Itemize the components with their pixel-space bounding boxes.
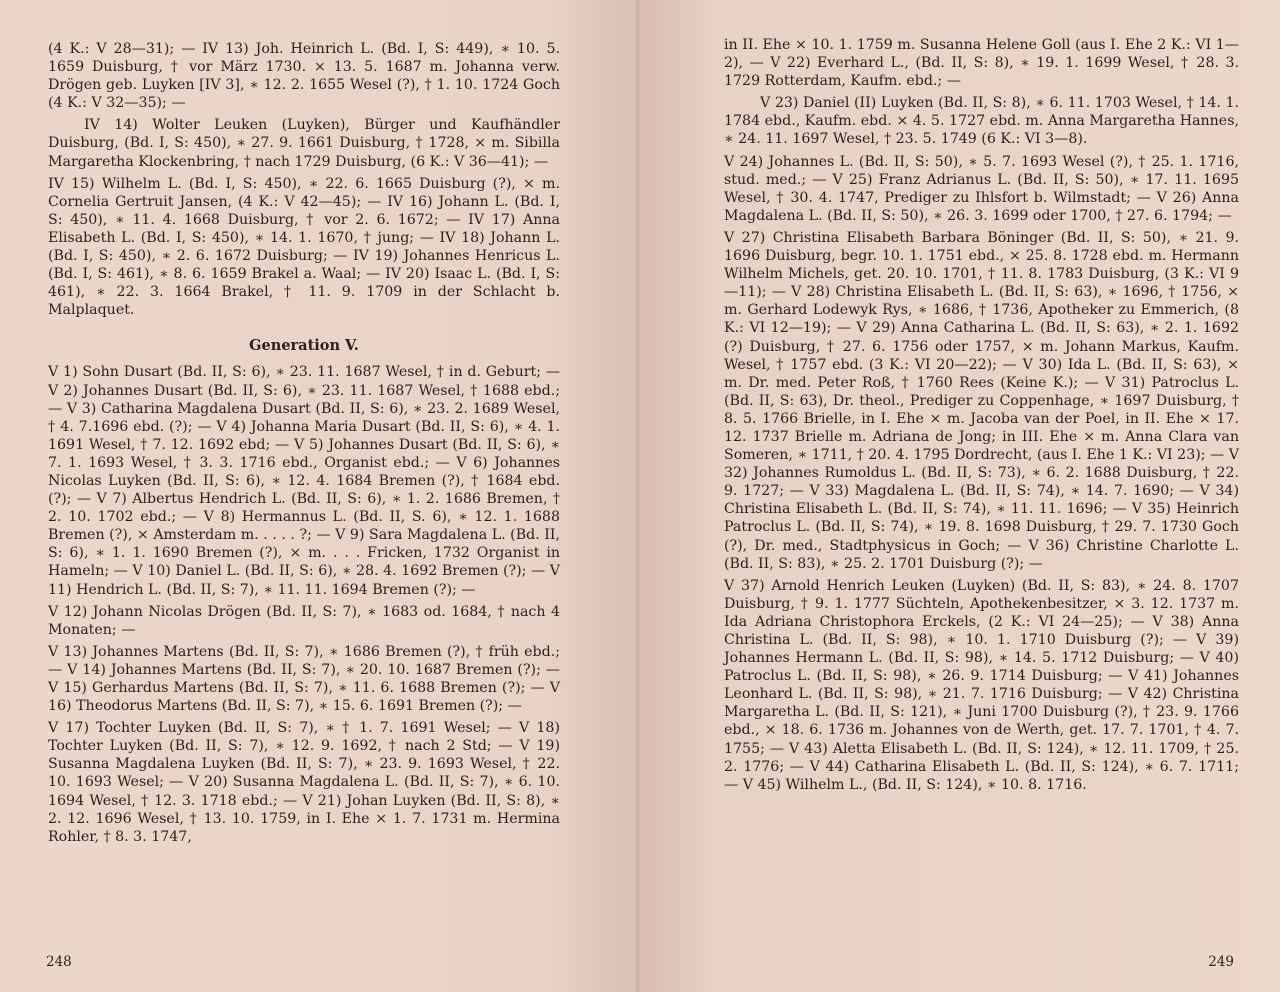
paragraph: V 13) Johannes Martens (Bd. II, S: 7), ∗ 1686 Bremen (?), † früh ebd.; — V 14) Johannes Martens (Bd. II, S: 7), ∗ 20. 10. 1687 Bremen (?); — V 15) Gerhardus Martens (Bd. II, S: 7), ∗ 11. 6. 1688 Bremen (?); — V 16) Theodorus Martens (Bd. II, S: 7), ∗ 15. 6. 1691 Bremen (?); — [48, 643, 560, 715]
paragraph: IV 15) Wilhelm L. (Bd. I, S: 450), ∗ 22. 6. 1665 Duisburg (?), × m. Cornelia Gertruit Jansen, (4 K.: V 42—45); — IV 16) Johann L. (Bd. I, S: 450), ∗ 11. 4. 1668 Duisburg, † vor 2. 6. 1672; — IV 17) Anna Elisabeth L. (Bd. I, S: 450), ∗ 14. 1. 1670, † jung; — IV 18) Johann L. (Bd. I, S: 450), ∗ 2. 6. 1672 Duisburg; — IV 19) Johannes Henricus L. (Bd. I, S: 461), ∗ 8. 6. 1659 Brakel a. Waal; — IV 20) Isaac L. (Bd. I, S: 461), ∗ 22. 3. 1664 Brakel, † 11. 9. 1709 in der Schlacht b. Malplaquet. [48, 175, 560, 319]
right-text-column [724, 36, 1239, 798]
paragraph: IV 14) Wolter Leuken (Luyken), Bürger und Kaufhändler Duisburg, (Bd. I, S: 450), ∗ 27. 9. 1661 Duisburg, † 1728, × m. Sibilla Margaretha Klockenbring, † nach 1729 Duisburg, (6 K.: V 36—41); — [48, 117, 560, 170]
right-page [640, 0, 1280, 992]
paragraph: V 27) Christina Elisabeth Barbara Böninger (Bd. II, S: 50), ∗ 21. 9. 1696 Duisburg, begr. 10. 1. 1751 ebd., × 25. 8. 1728 ebd. m. Hermann Wilhelm Michels, get. 20. 10. 1701, † 11. 8. 1783 Duisburg, (3 K.: VI 9—11); — V 28) Christina Elisabeth L. (Bd. II, S: 63), ∗ 1696, † 1756, × m. Gerhard Lodewyk Rys, ∗ 1686, † 1736, Apotheker zu Emmerich, (8 K.: VI 12—19); — V 29) Anna Catharina L. (Bd. II, S: 63), ∗ 2. 1. 1692 (?) Duisburg, † 27. 6. 1756 oder 1757, × m. Johann Markus, Kaufm. Wesel, † 1757 ebd. (3 K.: VI 20—22); — V 30) Ida L. (Bd. II, S: 63), × m. Dr. med. Peter Roß, † 1760 Rees (Keine K.); — V 31) Patroclus L. (Bd. II, S: 63), Dr. theol., Prediger zu Coppenhage, ∗ 1697 Duisburg, † 8. 5. 1766 Brielle, in I. Ehe × m. Jacoba van der Poel, in II. Ehe × 17. 12. 1737 Brielle m. Adriana de Jong; in III. Ehe × m. Anna Clara van Someren, ∗ 1711, † 20. 4. 1795 Dordrecht, (aus I. Ehe 1 K.: VI 23); — V 32) Johannes Rumoldus L. (Bd. II, S: 73), ∗ 6. 2. 1688 Duisburg, † 22. 9. 1727; — V 33) Magdalena L. (Bd. II, S: 74), ∗ 14. 7. 1690; — V 34) Christina Elisabeth L. (Bd. II, S: 74), ∗ 11. 11. 1696; — V 35) Heinrich Patroclus L. (Bd. II, S: 74), ∗ 19. 8. 1698 Duisburg, † 29. 7. 1730 Goch (?), Dr. med., Stadtphysicus in Goch; — V 36) Christine Charlotte L. (Bd. II, S: 83), ∗ 25. 2. 1701 Duisburg (?); — [724, 229, 1239, 572]
section-heading: Generation V. [249, 337, 359, 355]
paragraph: V 37) Arnold Henrich Leuken (Luyken) (Bd. II, S: 83), ∗ 24. 8. 1707 Duisburg, † 9. 1. 1777 Süchteln, Apothekenbesitzer, × 3. 12. 1737 m. Ida Adriana Christophora Erckels, (2 K.: VI 24—25); — V 38) Anna Christina L. (Bd. II, S: 98), ∗ 10. 1. 1710 Duisburg (?); — V 39) Johannes Hermann L. (Bd. II, S: 98), ∗ 14. 5. 1712 Duisburg; — V 40) Patroclus L. (Bd. II, S: 98), ∗ 26. 9. 1714 Duisburg; — V 41) Johannes Leonhard L. (Bd. II, S: 98), ∗ 21. 7. 1716 Duisburg; — V 42) Christina Margaretha L. (Bd. II, S: 121), ∗ Juni 1700 Duisburg (?), † 23. 9. 1766 ebd., × 18. 6. 1736 m. Johannes von de Werth, get. 17. 7. 1701, † 4. 7. 1755; — V 43) Aletta Elisabeth L. (Bd. II, S: 124), ∗ 12. 11. 1709, † 25. 2. 1776; — V 44) Catharina Elisabeth L. (Bd. II, S: 124), ∗ 6. 7. 1711; — V 45) Wilhelm L., (Bd. II, S: 124), ∗ 10. 8. 1716. [724, 577, 1239, 793]
paragraph: V 23) Daniel (II) Luyken (Bd. II, S: 8), ∗ 6. 11. 1703 Wesel, † 14. 1. 1784 ebd., Kaufm. ebd. × 4. 5. 1727 ebd. m. Anna Margaretha Hannes, ∗ 24. 11. 1697 Wesel, † 23. 5. 1749 (6 K.: VI 3—8). [724, 95, 1239, 148]
paragraph: V 1) Sohn Dusart (Bd. II, S: 6), ∗ 23. 11. 1687 Wesel, † in d. Geburt; — V 2) Johannes Dusart (Bd. II, S: 6), ∗ 23. 11. 1687 Wesel, † 1688 ebd.; — V 3) Catharina Magdalena Dusart (Bd. II, S: 6), ∗ 23. 2. 1689 Wesel, † 4. 7.1696 ebd. (?); — V 4) Johanna Maria Dusart (Bd. II, S: 6), ∗ 4. 1. 1691 Wesel, † 7. 12. 1692 ebd; — V 5) Johannes Dusart (Bd. II, S: 6), ∗ 7. 1. 1693 Wesel, † 3. 3. 1716 ebd., Organist ebd.; — V 6) Johannes Nicolas Luyken (Bd. II, S: 6), ∗ 12. 4. 1684 Bremen (?), † 1684 ebd. (?); — V 7) Albertus Hendrich L. (Bd. II, S: 6), ∗ 1. 2. 1686 Bremen, † 2. 10. 1702 ebd.; — V 8) Hermannus L. (Bd. II, S. 6), ∗ 12. 1. 1688 Bremen (?), × Amsterdam m. . . . . ?; — V 9) Sara Magdalena L. (Bd. II, S: 6), ∗ 1. 1. 1690 Bremen (?), × m. . . . Fricken, 1732 Organist in Hameln; — V 10) Daniel L. (Bd. II, S: 6), ∗ 28. 4. 1692 Bremen (?); — V 11) Hendrich L. (Bd. II, S: 7), ∗ 11. 11. 1694 Bremen (?); — [48, 364, 560, 598]
paragraph: V 12) Johann Nicolas Drögen (Bd. II, S: 7), ∗ 1683 od. 1684, † nach 4 Monaten; — [48, 603, 560, 638]
page-number: 248 [46, 954, 72, 970]
paragraph: in II. Ehe × 10. 1. 1759 m. Susanna Helene Goll (aus I. Ehe 2 K.: VI 1—2), — V 22) Everhard L., (Bd. II, S: 8), ∗ 19. 1. 1699 Wesel, † 28. 3. 1729 Rotterdam, Kaufm. ebd.; — [724, 37, 1239, 90]
paragraph: V 24) Johannes L. (Bd. II, S: 50), ∗ 5. 7. 1693 Wesel (?), † 25. 1. 1716, stud. med.; — V 25) Franz Adrianus L. (Bd. II, S: 50), ∗ 17. 11. 1695 Wesel, † 30. 4. 1747, Prediger zu Ihlsfort b. Wilmstadt; — V 26) Anna Magdalena L. (Bd. II, S: 50), ∗ 26. 3. 1699 oder 1700, † 27. 6. 1794; — [724, 153, 1239, 224]
page-number: 249 [1208, 954, 1234, 970]
paragraph: V 17) Tochter Luyken (Bd. II, S: 7), ∗ † 1. 7. 1691 Wesel; — V 18) Tochter Luyken (Bd. II, S: 7), ∗ 12. 9. 1692, † nach 2 Std; — V 19) Susanna Magdalena Luyken (Bd. II, S: 7), ∗ 23. 9. 1693 Wesel, † 22. 10. 1693 Wesel; — V 20) Susanna Magdalena L. (Bd. II, S: 7), ∗ 6. 10. 1694 Wesel, † 12. 3. 1718 ebd.; — V 21) Johan Luyken (Bd. II, S: 8), ∗ 2. 12. 1696 Wesel, † 13. 10. 1759, in I. Ehe × 1. 7. 1731 m. Hermina Rohler, † 8. 3. 1747, [48, 720, 560, 845]
left-text-column [48, 40, 560, 850]
paragraph: (4 K.: V 28—31); — IV 13) Joh. Heinrich L. (Bd. I, S: 449), ∗ 10. 5. 1659 Duisburg, † vor März 1730. × 13. 5. 1687 m. Johanna verw. Drögen geb. Luyken [IV 3], ∗ 12. 2. 1655 Wesel (?), † 1. 10. 1724 Goch (4 K.: V 32—35); — [48, 41, 560, 112]
